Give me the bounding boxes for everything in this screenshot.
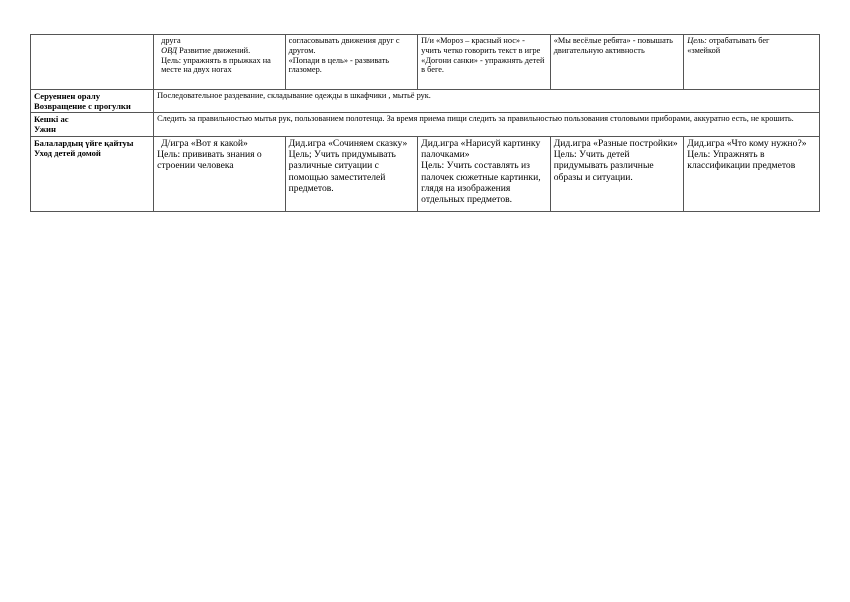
table-row-activities xyxy=(31,35,820,90)
cell-text: Цель: Учить детей придумывать различные образы и ситуации. xyxy=(553,148,654,183)
cell-text: согласовывать движения друг с другом. xyxy=(288,36,400,55)
cell-text: Развитие движений. xyxy=(179,45,251,55)
cell-return-walk-text: Последовательное раздевание, складывание одежды в шкафчики , мытьё рук. xyxy=(154,90,820,113)
cell-tuesday xyxy=(285,35,418,90)
cell-monday xyxy=(154,35,286,90)
cell-home-wednesday xyxy=(418,136,551,211)
table-row-return-walk xyxy=(31,90,820,113)
cell-text: Цель: прививать знания о строении человека xyxy=(157,148,262,172)
cell-text: отрабатывать бег xyxy=(706,36,770,45)
cell-home-tuesday xyxy=(285,136,418,211)
daily-plan-table xyxy=(30,34,820,212)
cell-home-friday xyxy=(684,136,820,211)
cell-text: Дид.игра «Разные постройки» xyxy=(553,137,678,149)
cell-text: П/и «Мороз – красный нос» - учить четко говорить текст в игре xyxy=(421,36,541,55)
cell-text: Д/игра «Вот я какой» xyxy=(161,137,248,149)
cell-home-thursday xyxy=(550,136,684,211)
goal-prefix: Цель: xyxy=(687,36,707,45)
cell-text: Дид.игра «Что кому нужно?» xyxy=(687,137,807,149)
cell-text: Цель; Учить придумывать различные ситуации с помощью заместителей предметов. xyxy=(288,148,396,194)
cell-text: Дид.игра «Сочиняем сказку» xyxy=(288,137,408,149)
cell-text: друга xyxy=(161,36,181,45)
cell-text: Цель: Упражнять в классификации предметов xyxy=(687,148,796,172)
cell-thursday xyxy=(550,35,684,90)
cell-text: Цель: упражнять в прыжках на месте на двух ногах xyxy=(161,55,271,75)
cell-text: «Догони санки» - упражнять детей в беге. xyxy=(421,55,545,75)
row-label-empty xyxy=(31,35,154,90)
table-row-dinner xyxy=(31,113,820,136)
row-label-going-home: Балалардың үйге қайтуы Уход детей домой xyxy=(31,136,154,211)
cell-text: Цель: Учить составлять из палочек сюжетные картинки, глядя на изображения отдельных предметов. xyxy=(421,160,541,206)
cell-dinner-text: Следить за правильностью мытья рук, пользованием полотенца. За время приема пищи следить за правильностью пользования столовыми приборами, аккуратно есть, не крошить. xyxy=(154,113,820,136)
cell-home-monday xyxy=(154,136,286,211)
cell-friday xyxy=(684,35,820,90)
cell-text: «змейкой xyxy=(687,45,721,55)
cell-text: Дид.игра «Нарисуй картинку палочками» xyxy=(421,137,541,160)
cell-text: «Мы весёлые ребята» - повышать двигательную активность xyxy=(553,36,673,55)
cell-text: «Попади в цель» - развивать глазомер. xyxy=(288,55,390,75)
ovd-prefix: ОВД xyxy=(161,45,178,55)
row-label-return-walk: Серуеннен оралу Возвращение с прогулки xyxy=(31,90,154,113)
table-row-going-home xyxy=(31,136,820,211)
row-label-dinner: Кешкі ас Ужин xyxy=(31,113,154,136)
cell-wednesday xyxy=(418,35,551,90)
